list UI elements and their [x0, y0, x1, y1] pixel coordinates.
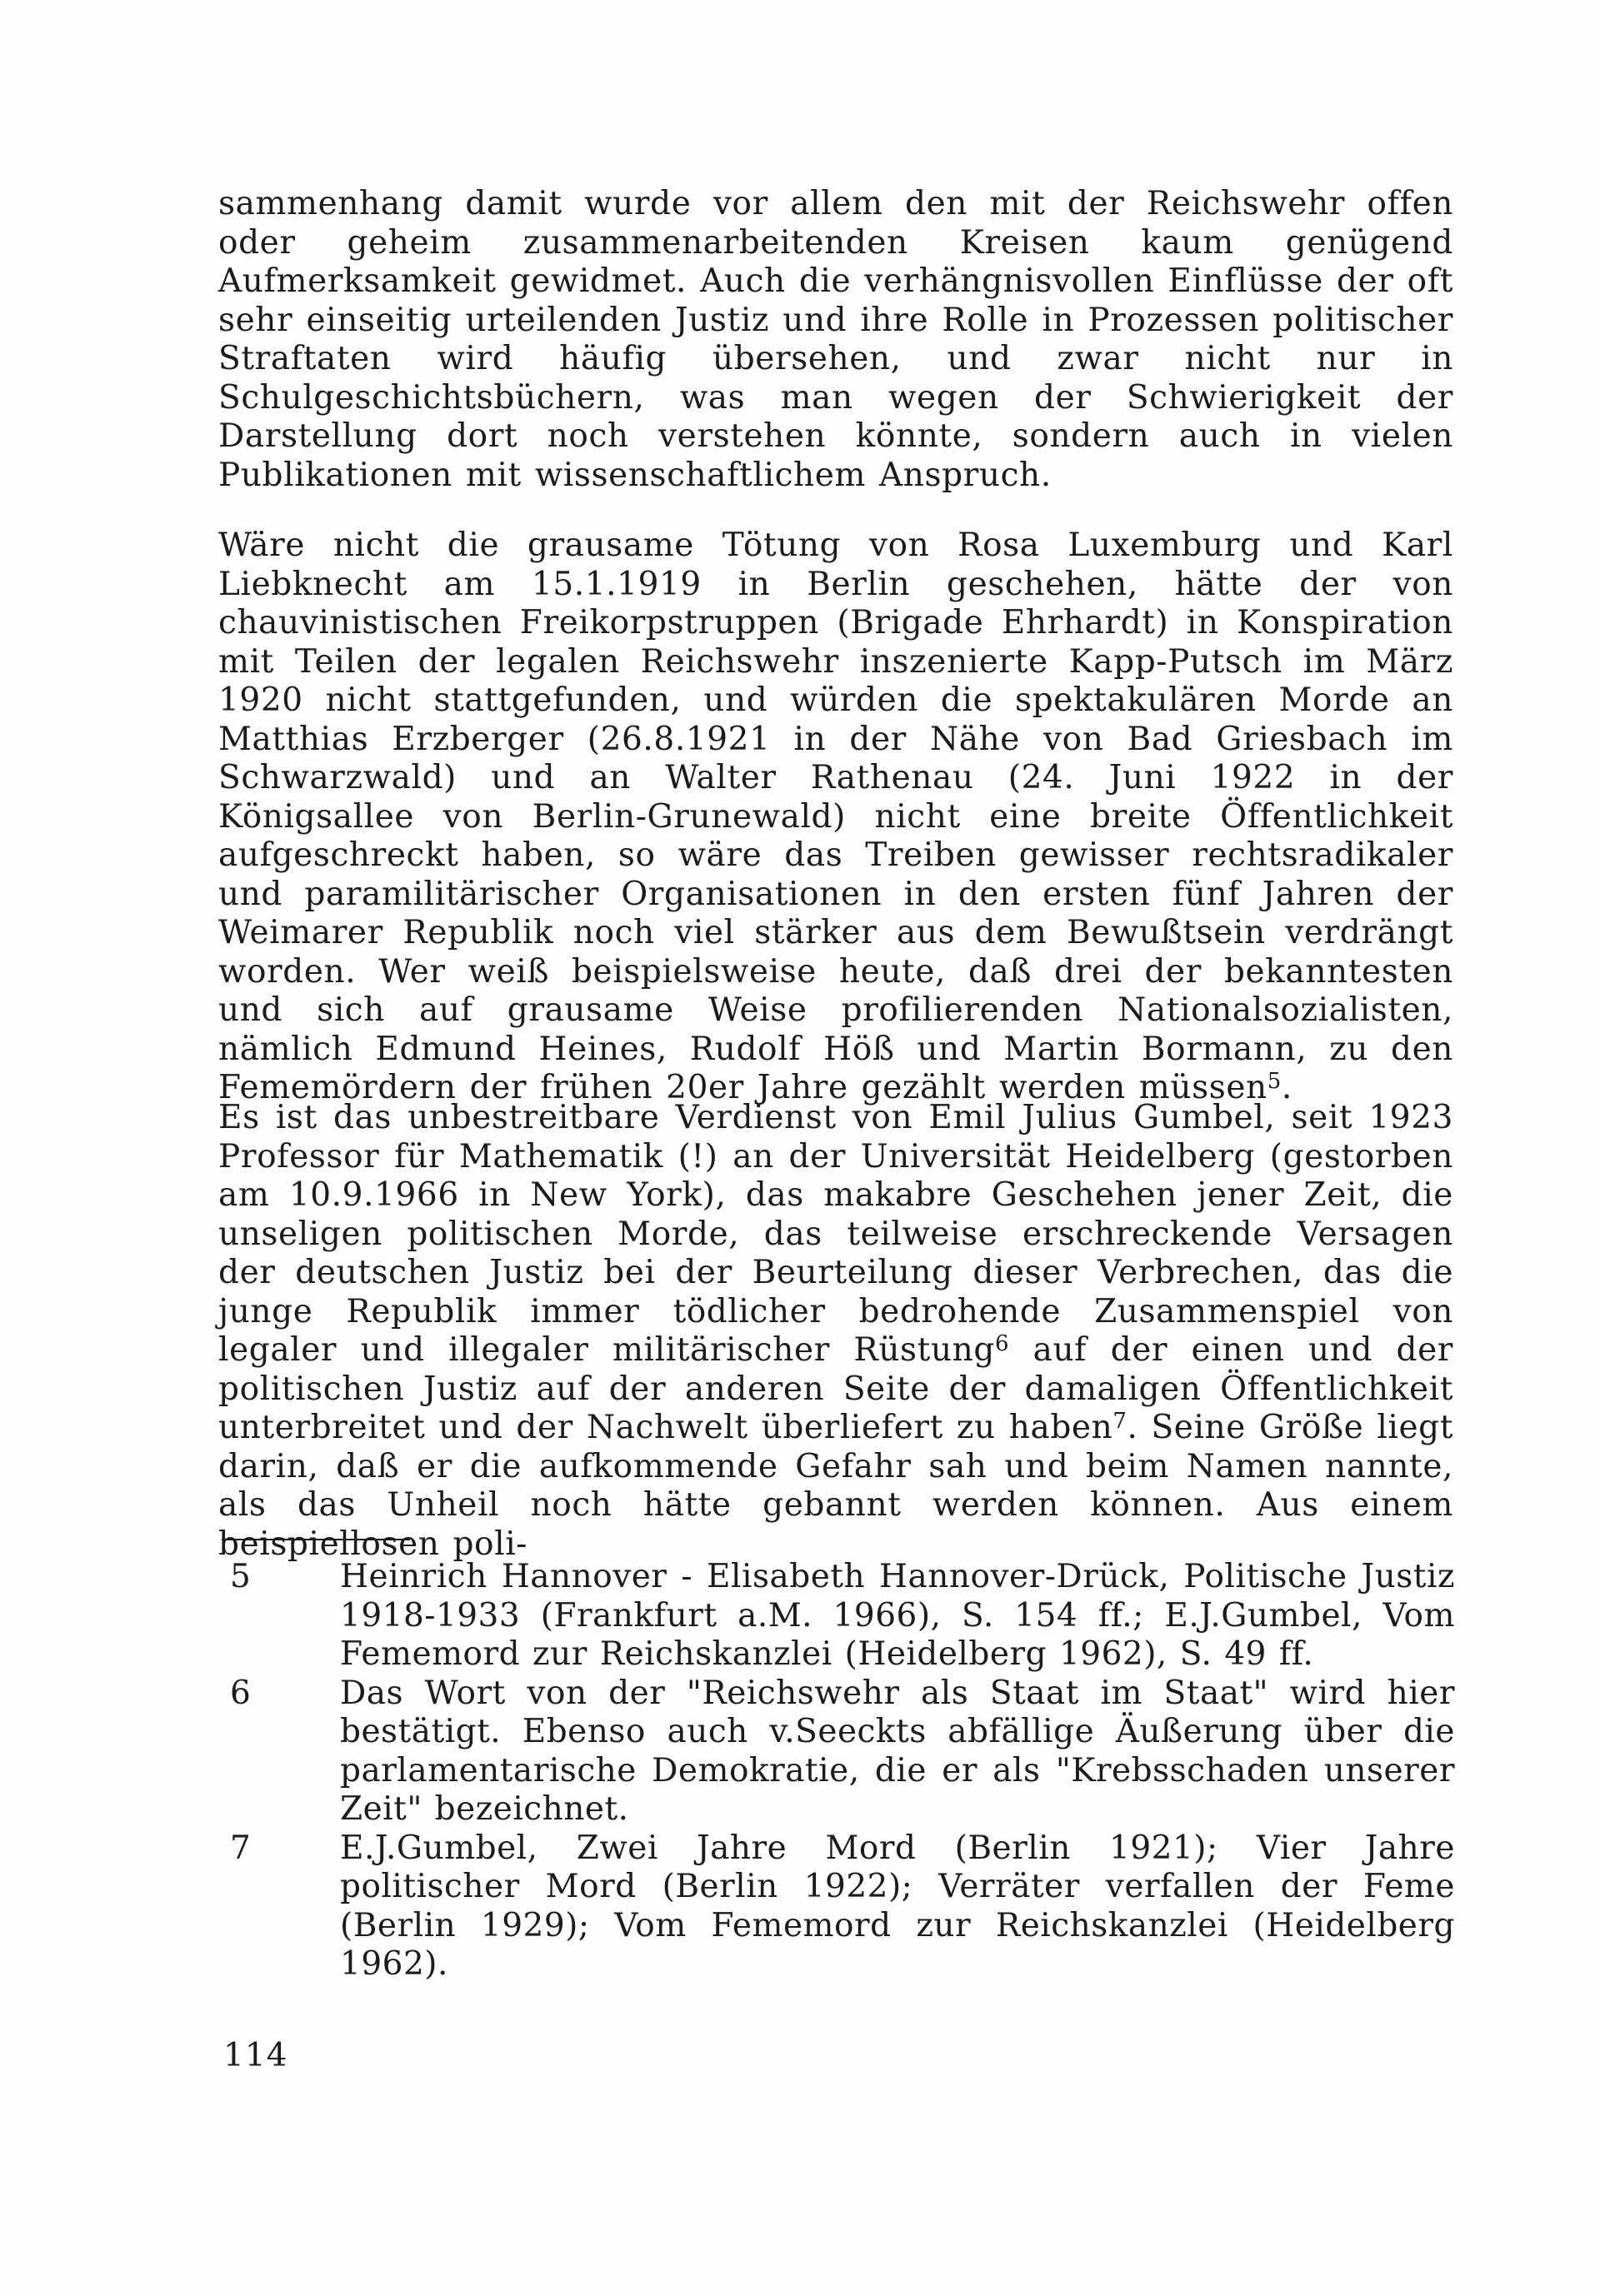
footnote-reference-7: 7 [1112, 1409, 1128, 1434]
body-paragraph-3 [218, 1099, 1453, 1564]
paragraph-2-text: Wäre nicht die grausame Tötung von Rosa Luxemburg und Karl Liebknecht am 15.1.1919 in Berlin geschehen, hätte der von chauvinistischen Freikorpstruppen (Brigade Ehrhardt) in Konspiration mit Teilen der legalen Reichswehr inszenierte Kapp-Putsch im März 1920 nicht stattgefunden, und würden die spektakulären Morde an Matthias Erzberger (26.8.1921 in der Nähe von Bad Griesbach im Schwarzwald) und an Walter Rathenau (24. Juni 1922 in der Königsallee von Berlin-Grunewald) nicht eine breite Öffentlichkeit aufgeschreckt haben, so wäre das Treiben gewisser rechtsradikaler und paramilitärischer Organisationen in den ersten fünf Jahren der Weimarer Republik noch viel stärker aus dem Bewußtsein verdrängt worden. Wer weiß beispielsweise heute, daß drei der bekanntesten und sich auf grausame Weise profilierenden Nationalsozialisten, nämlich Edmund Heines, Rudolf Höß und Martin Bormann, zu den Fememördern der frühen 20er Jahre gezählt werden müssen [218, 527, 1453, 1106]
body-paragraph-1 [218, 185, 1453, 495]
footnote-separator [222, 1539, 410, 1540]
paragraph-3-text-a: Es ist das unbestreitbare Verdienst von Emil Julius Gumbel, seit 1923 Professor für Mathematik (!) an der Universität Heidelberg (gestorben am 10.9.1966 in New York), das makabre Geschehen jener Zeit, die unseligen politischen Morde, das teilweise erschreckende Versagen der deutschen Justiz bei der Beurteilung dieser Verbrechen, das die junge Republik immer tödlicher bedrohende Zusammenspiel von legaler und illegaler militärischer Rüstung [218, 1099, 1453, 1369]
footnote-5 [230, 1558, 1455, 1675]
footnotes [230, 1558, 1455, 1984]
footnote-reference-5: 5 [1267, 1069, 1282, 1094]
footnote-7 [230, 1829, 1455, 1984]
paragraph-3-text-c: . Seine Größe liegt darin, daß er die aufkommende Gefahr sah und beim Namen nannte, als das Unheil noch hätte gebannt werden können. Aus einem beispiellosen poli- [218, 1409, 1454, 1563]
paragraph-2-tail: . [1281, 1069, 1292, 1106]
footnote-text: Das Wort von der "Reichswehr als Staat im Staat" wird hier bestätigt. Ebenso auch v.Seeckts abfällige Äußerung über die parlamentarische Demokratie, die er als "Krebsschaden unserer Zeit" bezeichnet. [340, 1674, 1455, 1828]
footnote-number: 6 [230, 1674, 252, 1712]
footnote-text: Heinrich Hannover - Elisabeth Hannover-Drück, Politische Justiz 1918-1933 (Frankfurt a.M. 1966), S. 154 ff.; E.J.Gumbel, Vom Fememord zur Reichskanzlei (Heidelberg 1962), S. 49 ff. [340, 1558, 1455, 1673]
footnote-number: 5 [230, 1558, 252, 1595]
body-paragraph-2 [218, 527, 1453, 1108]
page-number: 114 [223, 2037, 288, 2074]
footnote-6 [230, 1675, 1455, 1829]
footnote-reference-6: 6 [994, 1331, 1010, 1356]
footnote-text: E.J.Gumbel, Zwei Jahre Mord (Berlin 1921); Vier Jahre politischer Mord (Berlin 1922); Verräter verfallen der Feme (Berlin 1929); Vom Fememord zur Reichskanzlei (Heidelberg 1962). [340, 1829, 1455, 1983]
paragraph-1-text: sammenhang damit wurde vor allem den mit der Reichswehr offen oder geheim zusammenarbeitenden Kreisen kaum genügend Aufmerksamkeit gewidmet. Auch die verhängnisvollen Einflüsse der oft sehr einseitig urteilenden Justiz und ihre Rolle in Prozessen politischer Straftaten wird häufig übersehen, und zwar nicht nur in Schulgeschichtsbüchern, was man wegen der Schwierigkeit der Darstellung dort noch verstehen könnte, sondern auch in vielen Publikationen mit wissenschaftlichem Anspruch. [218, 185, 1453, 494]
paragraph-3-text-b: auf der einen und der politischen Justiz auf der anderen Seite der damaligen Öffentlichkeit unterbreitet und der Nachwelt überliefert zu haben [218, 1331, 1454, 1446]
footnote-number: 7 [230, 1829, 252, 1867]
